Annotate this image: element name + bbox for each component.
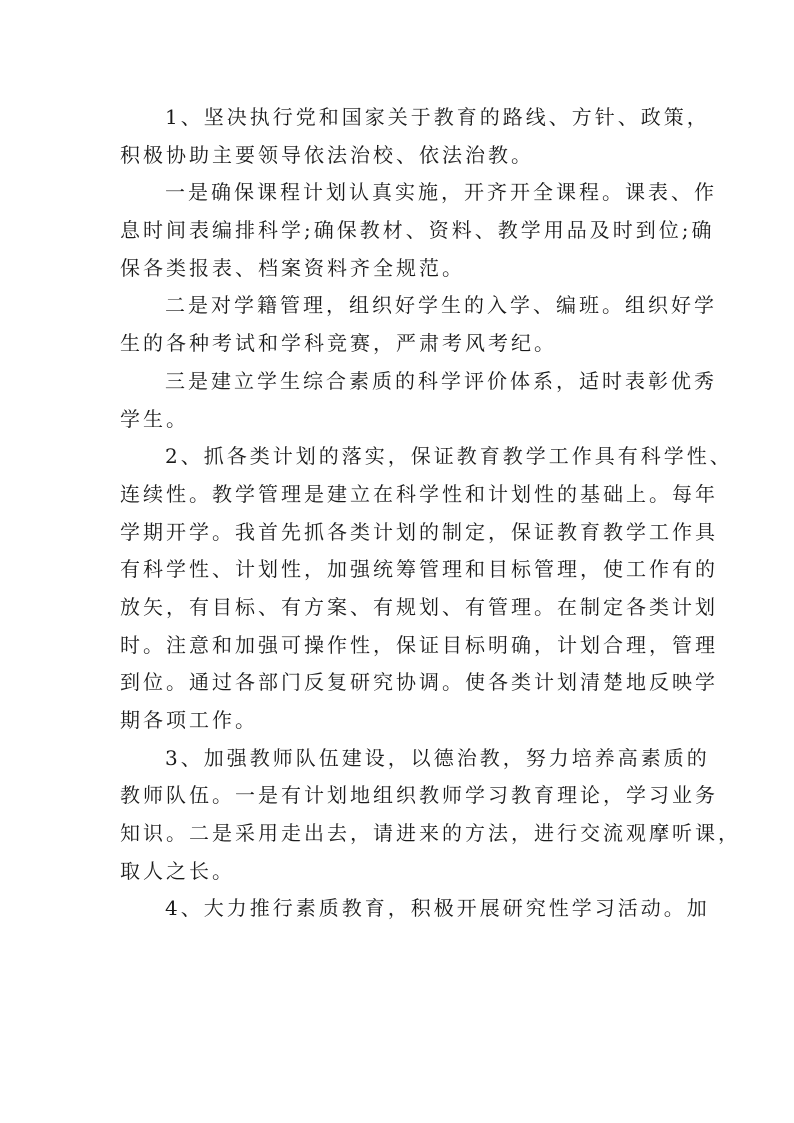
text-line: 生的各种考试和学科竞赛，严肃考风考纪。 (120, 331, 557, 356)
text-line: 1、坚决执行党和国家关于教育的路线、方针、政策， (165, 105, 710, 129)
text-line: 有科学性、计划性，加强统筹管理和目标管理，使工作有的 (120, 557, 718, 582)
text-line: 时。注意和加强可操作性，保证目标明确，计划合理，管理 (120, 632, 718, 657)
text-line: 学生。 (120, 406, 189, 431)
text-line: 积极协助主要领导依法治校、依法治教。 (120, 142, 534, 167)
text-line: 2、抓各类计划的落实，保证教育教学工作具有科学性、 (165, 444, 733, 469)
paragraph-1 (120, 99, 710, 174)
paragraph-2 (120, 174, 717, 287)
text-line: 三是建立学生综合素质的科学评价体系，适时表彰优秀 (165, 368, 717, 393)
text-line: 知识。二是采用走出去，请进来的方法，进行交流观摩听课， (120, 821, 741, 846)
text-line: 学期开学。我首先抓各类计划的制定，保证教育教学工作具 (120, 519, 718, 544)
paragraph-4 (120, 363, 717, 438)
text-line: 连续性。教学管理是建立在科学性和计划性的基础上。每年 (120, 481, 718, 506)
paragraph-5 (120, 438, 733, 740)
text-line: 放矢，有目标、有方案、有规划、有管理。在制定各类计划 (120, 594, 718, 619)
paragraph-7 (120, 890, 710, 928)
text-line: 到位。通过各部门反复研究协调。使各类计划清楚地反映学 (120, 670, 718, 695)
text-line: 取人之长。 (120, 858, 235, 883)
paragraph-6 (120, 740, 741, 891)
text-line: 教师队伍。一是有计划地组织教师学习教育理论，学习业务 (120, 783, 718, 808)
text-line: 期各项工作。 (120, 708, 258, 732)
text-line: 二是对学籍管理，组织好学生的入学、编班。组织好学 (165, 293, 717, 318)
text-line: 保各类报表、档案资料齐全规范。 (120, 255, 465, 280)
text-line: 一是确保课程计划认真实施，开齐开全课程。课表、作 (165, 180, 717, 205)
text-line: 4、大力推行素质教育，积极开展研究性学习活动。加 (165, 896, 710, 921)
paragraph-3 (120, 287, 717, 362)
text-line: 3、加强教师队伍建设，以德治教，努力培养高素质的 (165, 745, 710, 770)
document-body (120, 99, 741, 928)
text-line: 息时间表编排科学;确保教材、资料、教学用品及时到位;确 (120, 218, 715, 243)
